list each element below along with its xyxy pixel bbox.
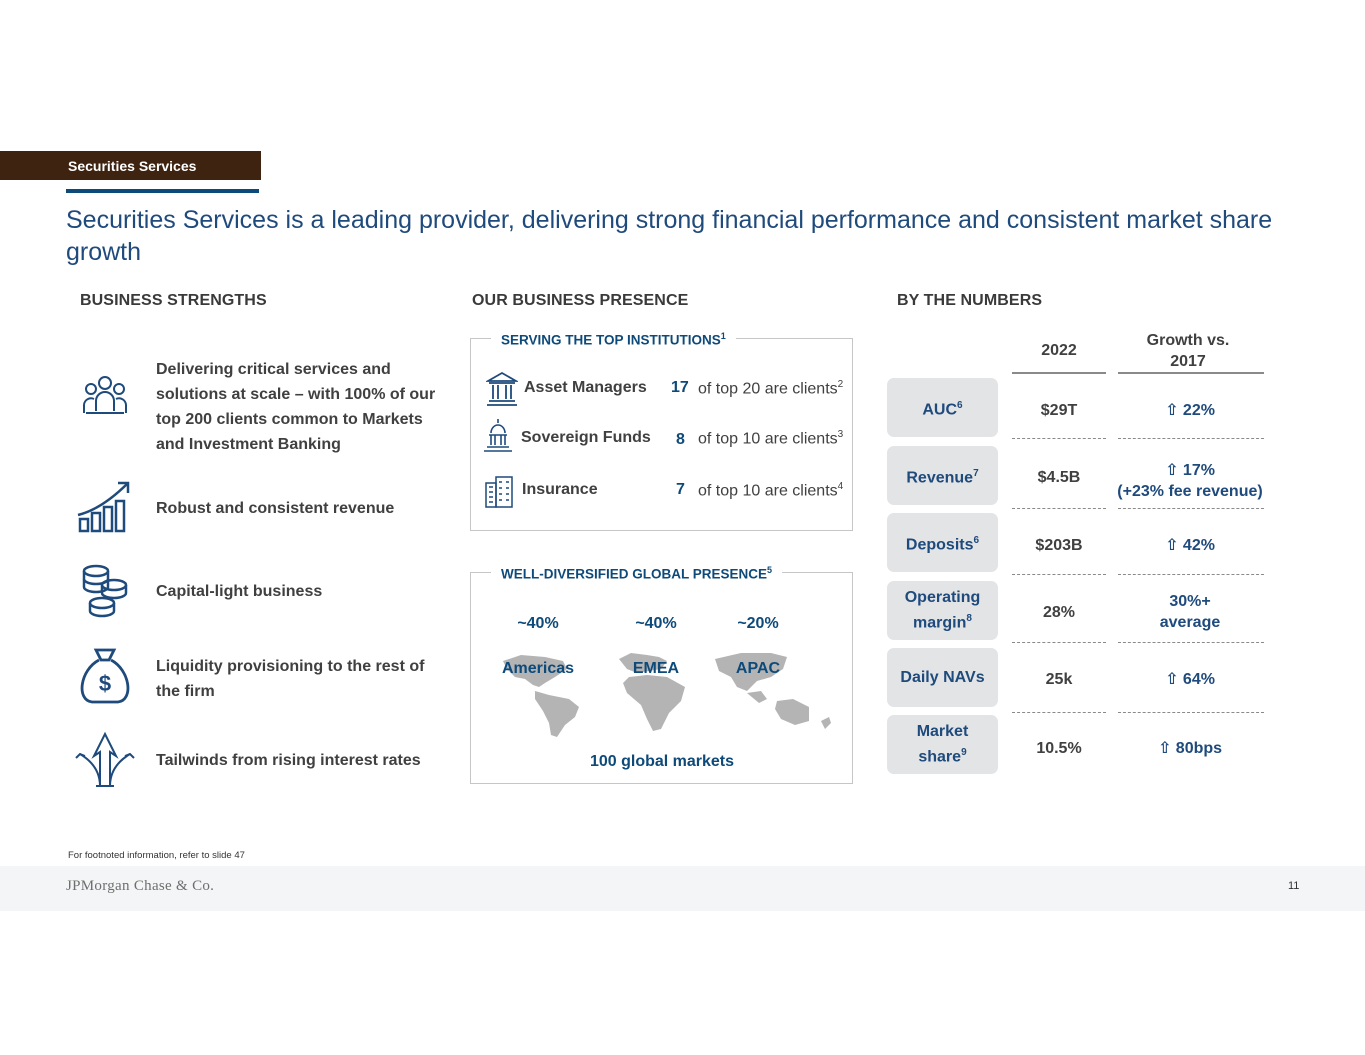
- top-institutions-label: SERVING THE TOP INSTITUTIONS$^1$: [491, 331, 736, 348]
- institution-row: [471, 471, 853, 511]
- row-divider: [1118, 438, 1264, 439]
- metric-growth: ⇧ 17% (+23% fee revenue): [1117, 462, 1263, 500]
- column-header-year: 2022: [1041, 342, 1077, 359]
- row-divider: [1118, 508, 1264, 509]
- row-divider: [1012, 508, 1106, 509]
- institution-count: 17: [671, 379, 689, 396]
- coin-stack-icon: [74, 561, 136, 623]
- institution-desc: of top 10 are clients$^4$: [698, 481, 844, 500]
- metric-growth: ⇧ 80bps: [1157, 740, 1223, 757]
- people-network-icon: [74, 365, 136, 427]
- office-building-icon: [483, 473, 515, 509]
- institution-count: 8: [676, 431, 685, 448]
- slide-title: Securities Services is a leading provider, delivering strong financial performance and consistent market share growth: [66, 206, 1273, 266]
- column-header-growth: Growth vs. 2017: [1146, 332, 1230, 370]
- metric-value: 28%: [1042, 604, 1076, 621]
- strength-text: Delivering critical services and solutions at scale – with 100% of our top 200 clients common to Markets and Investment Banking: [156, 361, 436, 453]
- company-logo: JPMorgan Chase & Co.: [66, 878, 215, 894]
- institution-count: 7: [676, 481, 685, 498]
- footer-bar: [0, 866, 1365, 911]
- row-divider: [1012, 712, 1106, 713]
- region-name: EMEA: [632, 660, 680, 677]
- metric-growth: ⇧ 22%: [1165, 402, 1215, 419]
- institution-name: Sovereign Funds: [521, 429, 651, 446]
- region-name: Americas: [501, 660, 575, 677]
- metric-value: $203B: [1035, 537, 1083, 554]
- header-rule: [1012, 372, 1106, 374]
- row-divider: [1118, 574, 1264, 575]
- metric-value: $29T: [1040, 402, 1078, 419]
- row-divider: [1118, 642, 1264, 643]
- footnote: For footnoted information, refer to slide 47: [68, 850, 245, 861]
- section-underline: [66, 189, 259, 193]
- institution-desc: of top 10 are clients$^3$: [698, 429, 844, 448]
- strength-text: Capital-light business: [156, 583, 323, 600]
- money-bag-icon: [74, 644, 136, 706]
- metric-value: 10.5%: [1036, 740, 1082, 757]
- strength-text: Tailwinds from rising interest rates: [156, 752, 421, 769]
- metric-label: Market share$^9$: [887, 715, 998, 774]
- heading-business-strengths: BUSINESS STRENGTHS: [80, 292, 267, 309]
- strength-text: Robust and consistent revenue: [156, 500, 395, 517]
- region-share: ~40%: [517, 615, 559, 632]
- global-markets-count: 100 global markets: [589, 753, 735, 770]
- institution-row: [471, 419, 853, 459]
- heading-by-the-numbers: BY THE NUMBERS: [897, 292, 1043, 309]
- row-divider: [1118, 712, 1264, 713]
- metric-growth: ⇧ 64%: [1165, 671, 1215, 688]
- metric-label: Daily NAVs: [887, 648, 998, 707]
- region-share: ~40%: [635, 615, 677, 632]
- heading-business-presence: OUR BUSINESS PRESENCE: [472, 292, 689, 309]
- row-divider: [1012, 642, 1106, 643]
- top-institutions-box: [470, 331, 853, 531]
- metric-label: Revenue$^7$: [887, 446, 998, 505]
- growth-chart-icon: [74, 475, 136, 537]
- row-divider: [1012, 574, 1106, 575]
- bank-columns-icon: [486, 371, 518, 407]
- section-tab-label: Securities Services: [68, 158, 197, 174]
- institution-name: Asset Managers: [524, 379, 647, 396]
- institution-row: [471, 369, 853, 409]
- region-name: APAC: [735, 660, 781, 677]
- row-divider: [1012, 438, 1106, 439]
- page-number: 11: [1288, 880, 1300, 892]
- metric-growth: ⇧ 42%: [1165, 537, 1215, 554]
- global-presence-box: [470, 565, 853, 784]
- metric-value: 25k: [1045, 671, 1073, 688]
- metric-label: Operating margin$^8$: [887, 581, 998, 640]
- institution-desc: of top 20 are clients$^2$: [698, 379, 844, 398]
- metric-label: Deposits$^6$: [887, 513, 998, 572]
- header-rule: [1118, 372, 1264, 374]
- metric-label: AUC$^6$: [887, 378, 998, 437]
- global-presence-label: WELL-DIVERSIFIED GLOBAL PRESENCE$^5$: [491, 565, 782, 582]
- section-tab: [0, 151, 261, 180]
- svg-text:$: $: [98, 671, 112, 696]
- capitol-dome-icon: [482, 417, 514, 453]
- metric-value: $4.5B: [1037, 469, 1081, 486]
- upward-arrows-icon: [74, 730, 136, 792]
- strength-text: Liquidity provisioning to the rest of the firm: [156, 658, 425, 700]
- metric-growth: 30%+ average: [1159, 593, 1221, 631]
- institution-name: Insurance: [522, 481, 598, 498]
- region-share: ~20%: [737, 615, 779, 632]
